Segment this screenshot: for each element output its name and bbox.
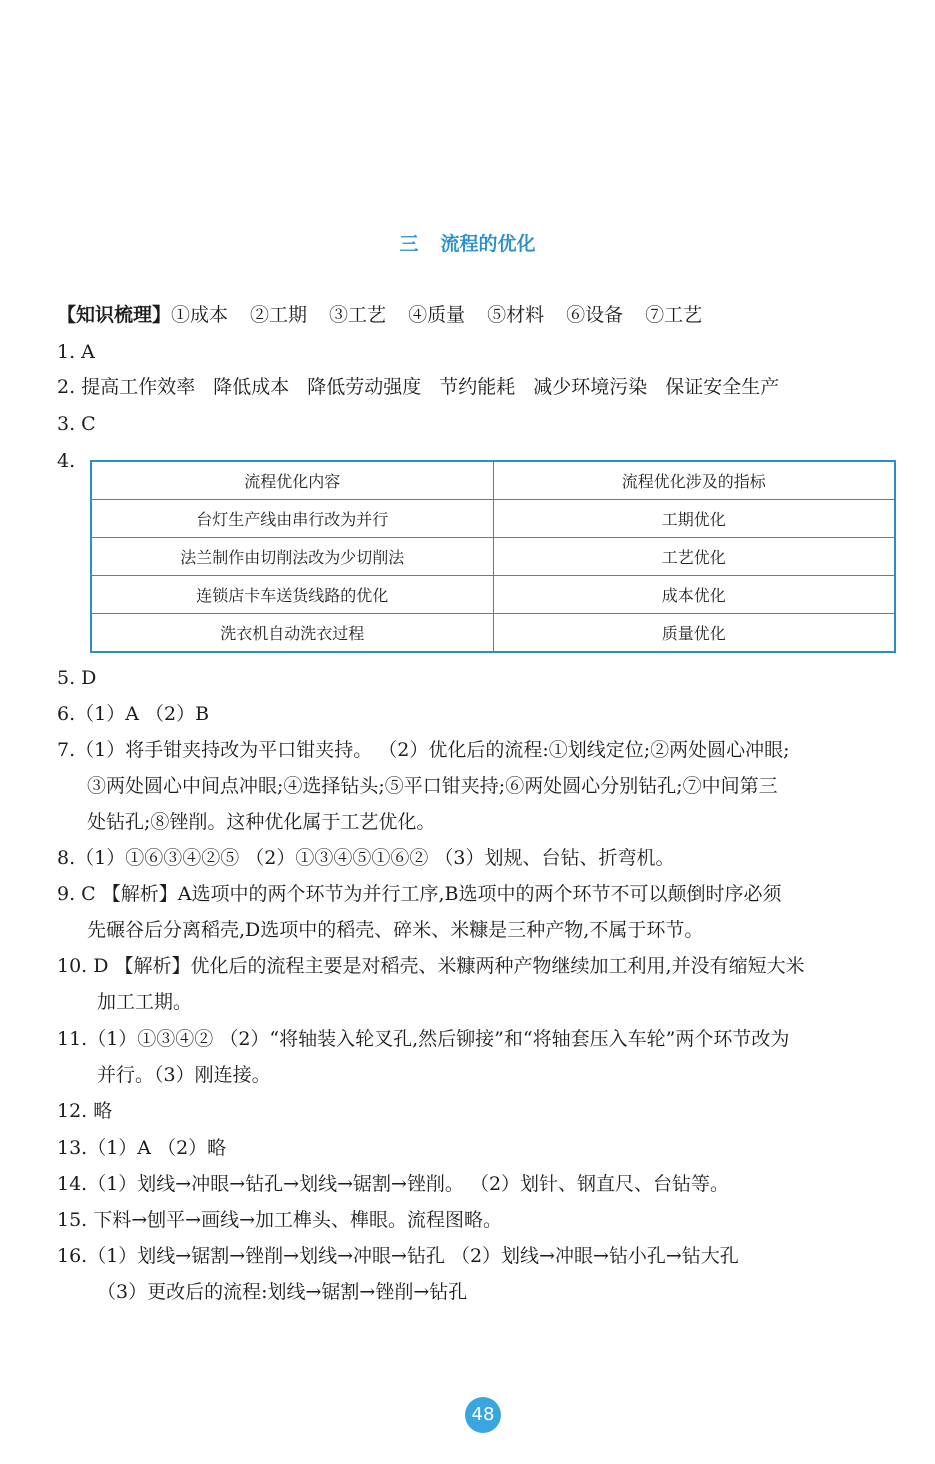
- answer-16-line: 16.（1）划线→锯割→锉削→划线→冲眼→钻孔 （2）划线→冲眼→钻小孔→钻大孔: [57, 1245, 739, 1267]
- answer-12: 12. 略: [57, 1100, 113, 1122]
- answer-16-line: （3）更改后的流程:划线→锯割→锉削→钻孔: [97, 1281, 468, 1303]
- table-header-cell: 流程优化内容: [91, 461, 493, 500]
- answer-2-item: 保证安全生产: [665, 376, 780, 398]
- knowledge-item: ⑦工艺: [645, 304, 703, 326]
- table-row: [91, 614, 895, 653]
- answer-8: 8.（1）①⑥③④②⑤ （2）①③④⑤①⑥② （3）划规、台钻、折弯机。: [57, 847, 675, 869]
- answer-7-line: 处钻孔;⑧锉削。这种优化属于工艺优化。: [87, 811, 436, 833]
- table-header-row: [91, 461, 895, 500]
- optimization-table: [90, 460, 896, 653]
- table-cell: 连锁店卡车送货线路的优化: [91, 576, 493, 614]
- answer-13: 13.（1）A （2）略: [57, 1137, 227, 1159]
- answer-2-item: 减少环境污染: [533, 376, 648, 398]
- answer-2: [57, 375, 779, 399]
- answer-15: 15. 下料→刨平→画线→加工榫头、榫眼。流程图略。: [57, 1209, 503, 1231]
- section-heading: 流程的优化: [440, 233, 536, 255]
- table-row: [91, 500, 895, 538]
- answer-11-line: 并行。（3）刚连接。: [97, 1064, 271, 1086]
- answer-9-line: 先碾谷后分离稻壳,D选项中的稻壳、碎米、米糠是三种产物,不属于环节。: [87, 919, 704, 941]
- knowledge-summary: [57, 303, 702, 327]
- answer-2-item: 降低成本: [213, 376, 290, 398]
- section-title: [0, 229, 935, 256]
- table-row: [91, 538, 895, 576]
- answer-1: 1. A: [57, 341, 95, 363]
- answer-2-item: 节约能耗: [439, 376, 516, 398]
- knowledge-item: ⑤材料: [487, 304, 545, 326]
- answer-14: 14.（1）划线→冲眼→钻孔→划线→锯割→锉削。 （2）划针、钢直尺、台钻等。: [57, 1173, 730, 1195]
- knowledge-item: ③工艺: [329, 304, 387, 326]
- table-row: [91, 576, 895, 614]
- knowledge-item: ①成本: [171, 304, 229, 326]
- section-number: 三: [399, 233, 419, 255]
- table-header-cell: 流程优化涉及的指标: [493, 461, 895, 500]
- knowledge-label: 【知识梳理】: [57, 304, 172, 326]
- knowledge-item: ④质量: [408, 304, 466, 326]
- answer-3: 3. C: [57, 413, 96, 435]
- answer-2-item: 提高工作效率: [81, 376, 196, 398]
- answer-10-line: 10. D 【解析】优化后的流程主要是对稻壳、米糠两种产物继续加工利用,并没有缩短大米: [57, 955, 805, 977]
- answer-2-number: 2.: [57, 376, 76, 398]
- knowledge-item: ⑥设备: [566, 304, 624, 326]
- answer-10-line: 加工工期。: [97, 991, 193, 1013]
- answer-2-item: 降低劳动强度: [307, 376, 422, 398]
- answer-9-line: 9. C 【解析】A选项中的两个环节为并行工序,B选项中的两个环节不可以颠倒时序必须: [57, 883, 782, 905]
- answer-7-line: 7.（1）将手钳夹持改为平口钳夹持。 （2）优化后的流程:①划线定位;②两处圆心冲眼;: [57, 739, 790, 761]
- table-cell: 法兰制作由切削法改为少切削法: [91, 538, 493, 576]
- answer-11-line: 11.（1）①③④② （2）“将轴装入轮叉孔,然后铆接”和“将轴套压入车轮”两个环节改为: [57, 1028, 790, 1050]
- answer-5: 5. D: [57, 667, 97, 689]
- page-number-badge: 48: [465, 1397, 501, 1433]
- answer-4-number: 4.: [57, 450, 76, 472]
- table-cell: 洗衣机自动洗衣过程: [91, 614, 493, 653]
- table-cell: 台灯生产线由串行改为并行: [91, 500, 493, 538]
- table-cell: 工艺优化: [493, 538, 895, 576]
- table-cell: 工期优化: [493, 500, 895, 538]
- table-cell: 成本优化: [493, 576, 895, 614]
- table-cell: 质量优化: [493, 614, 895, 653]
- knowledge-item: ②工期: [250, 304, 308, 326]
- answer-7-line: ③两处圆心中间点冲眼;④选择钻头;⑤平口钳夹持;⑥两处圆心分别钻孔;⑦中间第三: [87, 775, 778, 797]
- answer-6: 6.（1）A （2）B: [57, 703, 210, 725]
